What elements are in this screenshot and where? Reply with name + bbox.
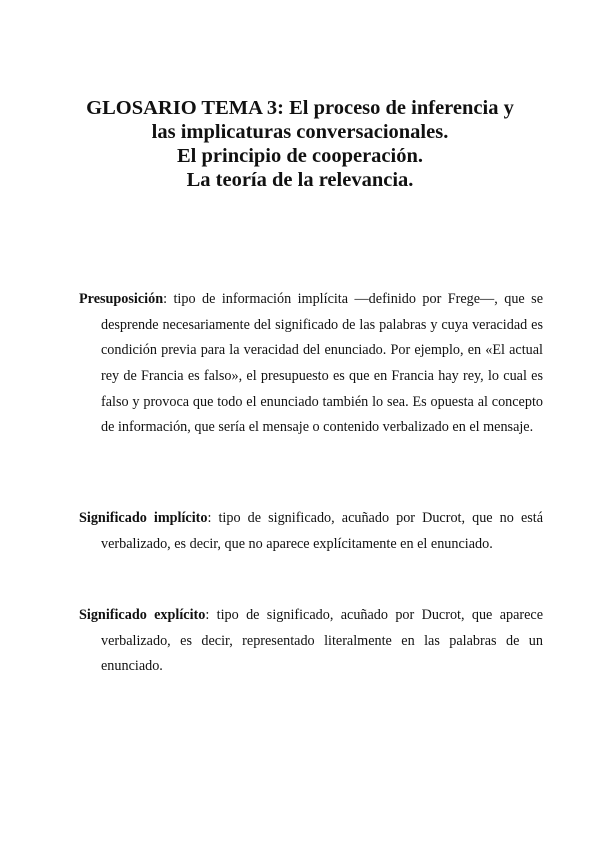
title-line-4: La teoría de la relevancia. — [186, 169, 414, 191]
title-line-2: las implicaturas conversacionales. — [151, 121, 449, 143]
glossary-definition: : tipo de información implícita —definido por Frege—, que se desprende necesariamente del significado de las palabras y cuya veracidad es condición previa para la veracidad del enunciado. Por ejemplo, en «El actual rey de Francia es falso», el presupuesto es que en Francia hay rey, lo cual es falso y provoca que todo el enunciado también lo sea. Es opuesta al concepto de información, que sería el mensaje o contenido verbalizado en el mensaje. — [101, 291, 543, 436]
glossary-term: Presuposición — [79, 291, 164, 308]
glossary-entry-presuposicion — [79, 287, 543, 441]
title-line-3: El principio de cooperación. — [177, 145, 423, 167]
glossary-definition: : tipo de significado, acuñado por Ducrot, que no está verbalizado, es decir, que no aparece explícitamente en el enunciado. — [101, 510, 543, 552]
glossary-term: Significado implícito — [79, 510, 208, 527]
glossary-entry-significado-implicito — [79, 506, 543, 557]
page-title — [40, 96, 560, 192]
glossary-definition: : tipo de significado, acuñado por Ducrot, que aparece verbalizado, es decir, representado literalmente en las palabras de un enunciado. — [101, 607, 543, 675]
glossary-entry-significado-explicito — [79, 603, 543, 680]
glossary-term: Significado explícito — [79, 607, 206, 624]
title-line-1: GLOSARIO TEMA 3: El proceso de inferencia y — [86, 97, 514, 119]
